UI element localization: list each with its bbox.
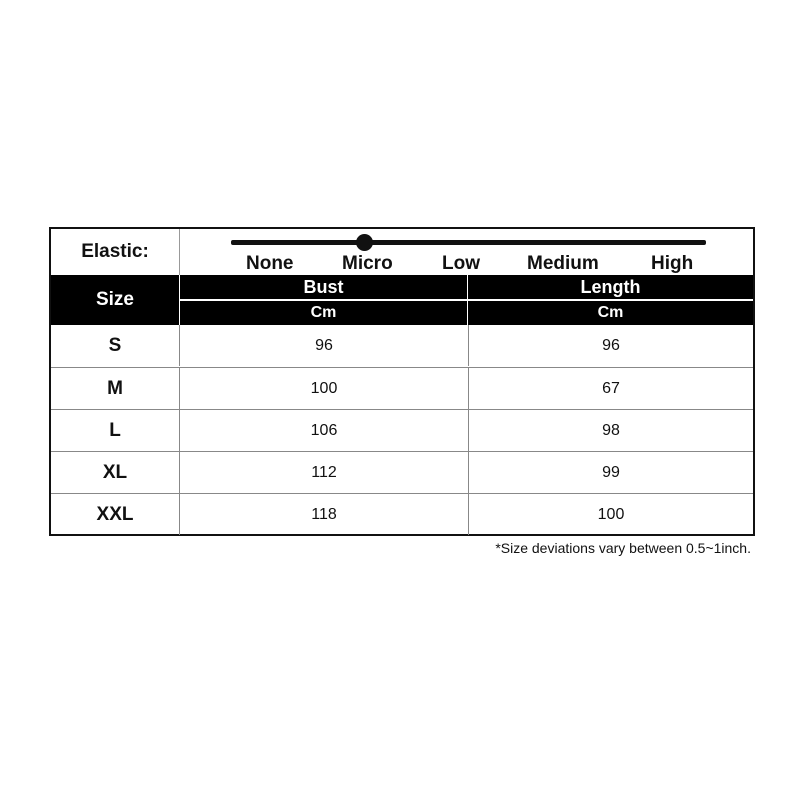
bust-cell: 106 <box>180 410 469 451</box>
header-length: Length <box>468 275 753 299</box>
bust-cell: 118 <box>180 494 469 535</box>
size-rows <box>51 325 753 535</box>
table-row <box>51 493 753 535</box>
elastic-scale-marker <box>356 234 373 251</box>
size-deviation-note: *Size deviations vary between 0.5~1inch. <box>495 540 751 556</box>
length-cell: 99 <box>602 463 620 481</box>
table-row <box>51 409 753 451</box>
elastic-option-low: Low <box>442 253 480 274</box>
size-chart <box>49 227 755 536</box>
bust-cell: 100 <box>180 368 469 409</box>
header-length-unit: Cm <box>468 301 753 325</box>
header-bust: Bust <box>180 275 467 299</box>
header-size: Size <box>51 275 179 325</box>
table-row <box>51 325 753 367</box>
elastic-option-micro: Micro <box>342 253 393 274</box>
elastic-option-none: None <box>246 253 294 274</box>
size-cell: M <box>51 368 180 409</box>
size-cell: XXL <box>51 494 180 535</box>
elastic-option-high: High <box>651 253 694 274</box>
elastic-scale-line <box>231 240 706 245</box>
bust-cell: 96 <box>180 325 469 366</box>
size-cell: L <box>51 410 180 451</box>
header-divider <box>180 299 753 301</box>
length-cell: 98 <box>602 421 620 439</box>
length-cell: 100 <box>597 505 625 523</box>
elastic-row <box>51 229 753 277</box>
bust-cell: 112 <box>180 452 469 493</box>
size-cell: XL <box>51 452 180 493</box>
elastic-label: Elastic: <box>51 229 180 275</box>
elastic-option-medium: Medium <box>527 253 599 274</box>
length-cell: 96 <box>602 336 620 354</box>
length-cell: 67 <box>602 379 620 397</box>
header-bust-unit: Cm <box>180 301 467 325</box>
size-cell: S <box>51 325 180 366</box>
table-row <box>51 451 753 493</box>
table-row <box>51 367 753 409</box>
